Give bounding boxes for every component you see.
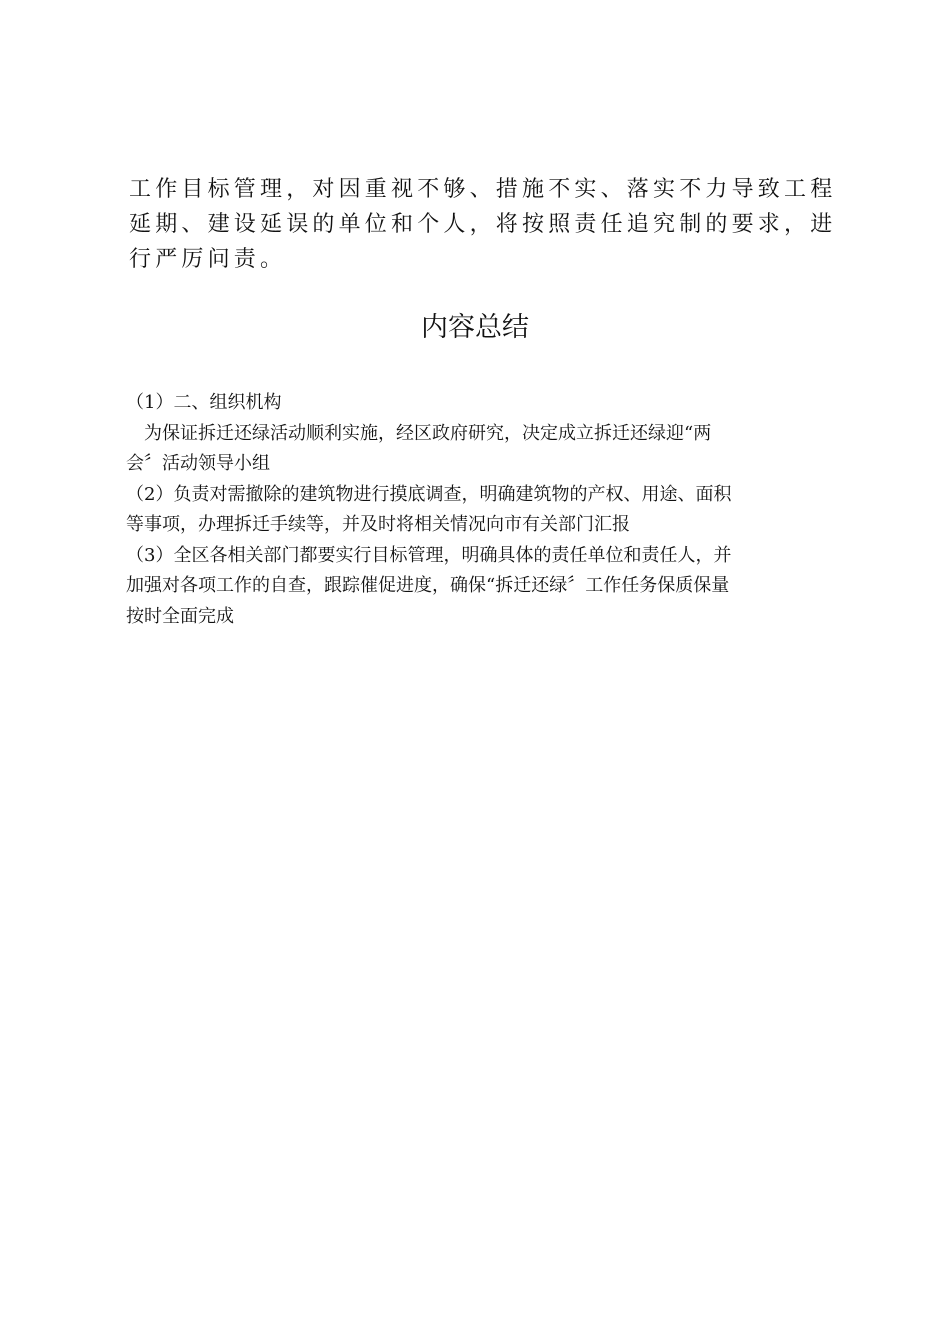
summary-line: 等事项，办理拆迁手续等，并及时将相关情况向市有关部门汇报	[126, 514, 630, 535]
paragraph-line: 延期、建设延误的单位和个人，将按照责任追究制的要求，进	[129, 212, 837, 237]
summary-line: （1）二、组织机构	[126, 392, 282, 413]
summary-body	[126, 388, 826, 632]
summary-line: 会〞活动领导小组	[126, 453, 270, 474]
summary-line: 为保证拆迁还绿活动顺利实施，经区政府研究，决定成立拆迁还绿迎“两	[126, 422, 712, 444]
summary-line: 按时全面完成	[126, 605, 234, 627]
summary-line: （3）全区各相关部门都要实行目标管理，明确具体的责任单位和责任人，并	[126, 544, 732, 566]
paragraph-line: 工作目标管理，对因重视不够、措施不实、落实不力导致工程	[129, 177, 837, 202]
section-title: 内容总结	[421, 312, 529, 343]
paragraph-line: 行严厉问责。	[129, 247, 287, 272]
intro-paragraph	[129, 172, 837, 277]
summary-line: 加强对各项工作的自查，跟踪催促进度，确保“拆迁还绿〞工作任务保质保量	[126, 575, 730, 596]
summary-line: （2）负责对需撤除的建筑物进行摸底调查，明确建筑物的产权、用途、面积	[126, 483, 732, 505]
